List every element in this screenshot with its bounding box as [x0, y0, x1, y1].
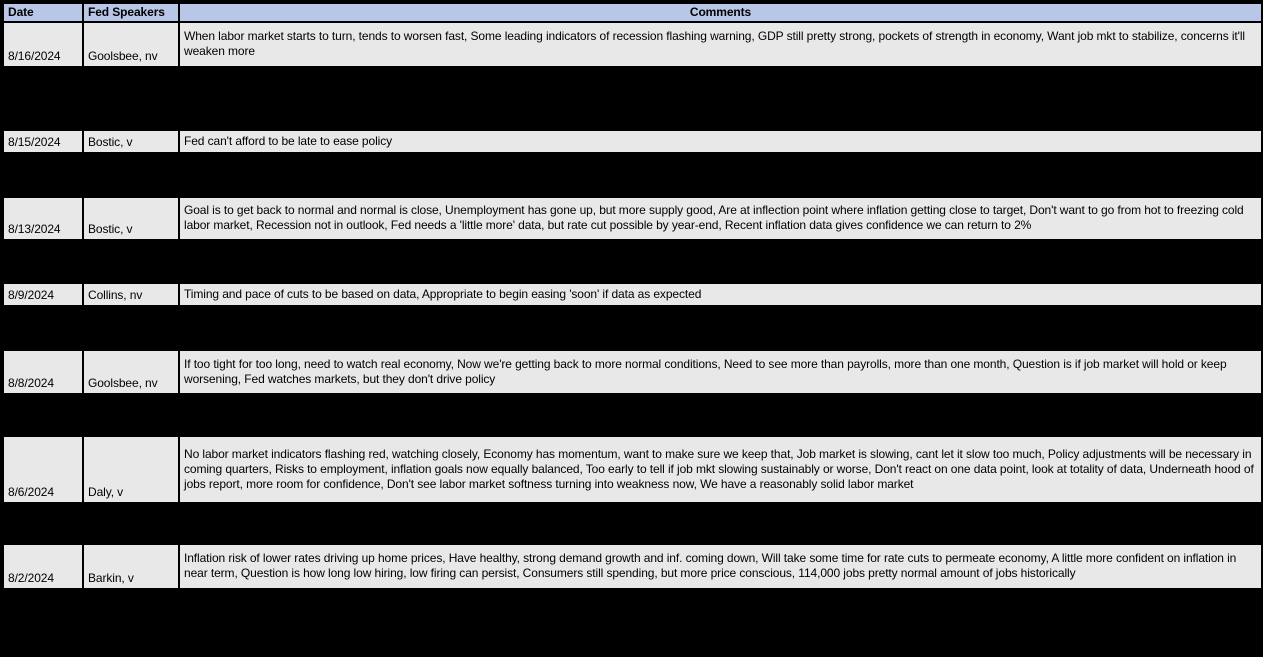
- table-header-row: [3, 3, 1262, 22]
- speaker-cell[interactable]: Daly, v: [83, 436, 179, 503]
- date-cell[interactable]: 8/9/2024: [3, 283, 83, 306]
- comment-cell[interactable]: Timing and pace of cuts to be based on data, Appropriate to begin easing 'soon' if data as expected: [179, 283, 1262, 306]
- speaker-cell[interactable]: Goolsbee, nv: [83, 350, 179, 394]
- speaker-cell[interactable]: Collins, nv: [83, 283, 179, 306]
- date-cell[interactable]: 8/2/2024: [3, 544, 83, 589]
- date-cell[interactable]: 8/16/2024: [3, 22, 83, 67]
- column-header-date[interactable]: Date: [3, 3, 83, 22]
- column-header-comments[interactable]: Comments: [179, 3, 1262, 22]
- table-row: [3, 130, 1262, 153]
- table-row: [3, 283, 1262, 306]
- date-cell[interactable]: 8/13/2024: [3, 197, 83, 240]
- table-row: [3, 22, 1262, 67]
- column-header-fed-speakers[interactable]: Fed Speakers: [83, 3, 179, 22]
- date-cell[interactable]: 8/8/2024: [3, 350, 83, 394]
- speaker-cell[interactable]: Barkin, v: [83, 544, 179, 589]
- speaker-cell[interactable]: Goolsbee, nv: [83, 22, 179, 67]
- comment-cell[interactable]: Goal is to get back to normal and normal is close, Unemployment has gone up, but more supply good, Are at inflection point where inflation getting close to target, Don't want to go from hot to freezing cold labor market, Recession not in outlook, Fed needs a 'little more' data, but rate cut possible by year-end, Recent inflation data gives confidence we can return to 2%: [179, 197, 1262, 240]
- comment-cell[interactable]: Fed can't afford to be late to ease policy: [179, 130, 1262, 153]
- comment-cell[interactable]: Inflation risk of lower rates driving up home prices, Have healthy, strong demand growth and inf. coming down, Will take some time for rate cuts to permeate economy, A little more confident on inflation in near term, Question is how long low hiring, low firing can persist, Consumers still spending, but more price conscious, 114,000 jobs pretty normal amount of jobs historically: [179, 544, 1262, 589]
- table-row: [3, 436, 1262, 503]
- speaker-cell[interactable]: Bostic, v: [83, 197, 179, 240]
- table-row: [3, 197, 1262, 240]
- comment-cell[interactable]: No labor market indicators flashing red, watching closely, Economy has momentum, want to make sure we keep that, Job market is slowing, cant let it slow too much, Policy adjustments will be necessary in coming quarters, Risks to employment, inflation goals now equally balanced, Too early to tell if job mkt slowing sustainably or worse, Don't react on one data point, look at totality of data, Underneath hood of jobs report, more room for confidence, Don't see labor market softness turning into weakness now, We have a reasonably solid labor market: [179, 436, 1262, 503]
- date-cell[interactable]: 8/15/2024: [3, 130, 83, 153]
- comment-cell[interactable]: When labor market starts to turn, tends to worsen fast, Some leading indicators of recession flashing warning, GDP still pretty strong, pockets of strength in economy, Want job mkt to stabilize, concerns it'll weaken more: [179, 22, 1262, 67]
- speaker-cell[interactable]: Bostic, v: [83, 130, 179, 153]
- table-row: [3, 350, 1262, 394]
- comment-cell[interactable]: If too tight for too long, need to watch real economy, Now we're getting back to more normal conditions, Need to see more than payrolls, more than one month, Question is if job market will hold or keep worsening, Fed watches markets, but they don't drive policy: [179, 350, 1262, 394]
- table-row: [3, 544, 1262, 589]
- date-cell[interactable]: 8/6/2024: [3, 436, 83, 503]
